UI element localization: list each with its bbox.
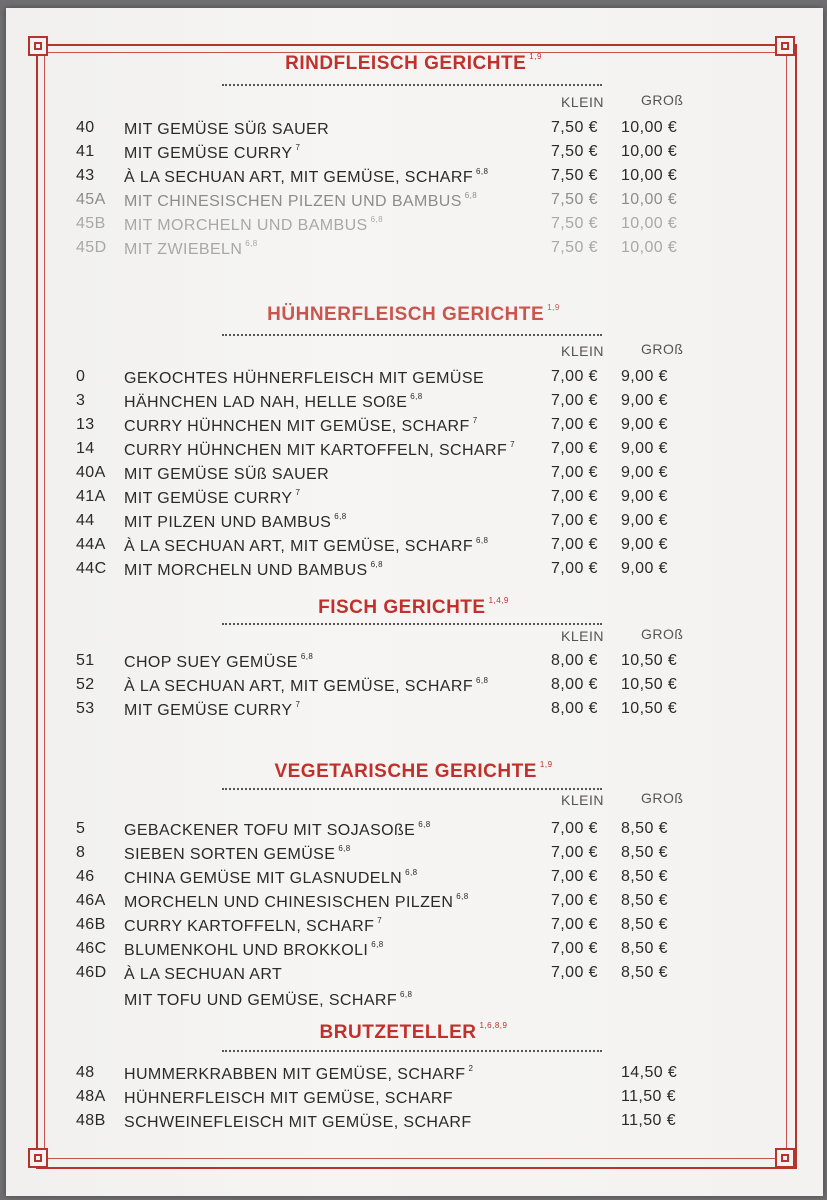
menu-item: [0, 1088, 827, 1112]
item-name: HUMMERKRABBEN MIT GEMÜSE, SCHARF $^2$: [124, 1064, 474, 1083]
menu-item: [0, 652, 827, 676]
item-number: 40: [76, 119, 95, 136]
item-number: 46B: [76, 916, 106, 933]
menu-item: [0, 239, 827, 263]
item-number: 46C: [76, 940, 107, 957]
item-number: 51: [76, 652, 95, 669]
item-number: 48: [76, 1064, 95, 1081]
menu-item: [0, 1064, 827, 1088]
item-number: 48A: [76, 1088, 106, 1105]
menu-item: [0, 820, 827, 844]
item-name: À LA SECHUAN ART: [124, 966, 283, 983]
section-title-fisch: FISCH GERICHTE $^{1,4,9}$: [318, 596, 509, 618]
price-small: 7,50 €: [551, 167, 598, 184]
item-number: 46: [76, 868, 95, 885]
price-small: 7,00 €: [551, 940, 598, 957]
item-number: 48B: [76, 1112, 106, 1129]
item-number: 45B: [76, 215, 106, 232]
item-name: MIT TOFU UND GEMÜSE, SCHARF $^{6,8}$: [124, 990, 413, 1009]
item-number: 43: [76, 167, 95, 184]
item-name: CURRY KARTOFFELN, SCHARF $^7$: [124, 916, 383, 935]
item-name: SCHWEINEFLEISCH MIT GEMÜSE, SCHARF: [124, 1114, 472, 1131]
item-name: CURRY HÜHNCHEN MIT KARTOFFELN, SCHARF $^7$: [124, 440, 516, 459]
price-small: 7,00 €: [551, 488, 598, 505]
price-small: 7,00 €: [551, 892, 598, 909]
menu-item: [0, 940, 827, 964]
section-title-rindfleisch: RINDFLEISCH GERICHTE $^{1,9}$: [285, 52, 542, 74]
menu-item: [0, 191, 827, 215]
item-name: MIT GEMÜSE CURRY $^7$: [124, 488, 301, 507]
item-name: GEBACKENER TOFU MIT SOJASOßE $^{6,8}$: [124, 820, 431, 839]
price-big: 10,00 €: [621, 191, 678, 208]
menu-item: [0, 119, 827, 143]
price: 14,50 €: [621, 1064, 678, 1081]
menu-item: [0, 1112, 827, 1136]
item-name: MORCHELN UND CHINESISCHEN PILZEN $^{6,8}$: [124, 892, 469, 911]
col-header-gross: GROß: [641, 92, 684, 108]
price: 11,50 €: [621, 1112, 676, 1129]
divider: [222, 623, 602, 625]
price-small: 7,00 €: [551, 464, 598, 481]
item-name: MIT ZWIEBELN $^{6,8}$: [124, 239, 258, 258]
price-big: 9,00 €: [621, 368, 668, 385]
price-big: 10,00 €: [621, 119, 678, 136]
menu-item: [0, 440, 827, 464]
item-number: 40A: [76, 464, 106, 481]
price-small: 7,00 €: [551, 844, 598, 861]
item-name: MIT CHINESISCHEN PILZEN UND BAMBUS $^{6,8}$: [124, 191, 478, 210]
price-big: 10,50 €: [621, 700, 678, 717]
corner-ornament: [28, 1148, 48, 1168]
menu-item: [0, 368, 827, 392]
menu-item: [0, 143, 827, 167]
price-big: 8,50 €: [621, 868, 668, 885]
item-number: 44: [76, 512, 95, 529]
item-number: 53: [76, 700, 95, 717]
menu-item: [0, 416, 827, 440]
price-small: 8,00 €: [551, 700, 598, 717]
price-small: 7,00 €: [551, 820, 598, 837]
section-title-vegetarisch: VEGETARISCHE GERICHTE $^{1,9}$: [274, 760, 553, 782]
item-number: 13: [76, 416, 95, 433]
item-name: À LA SECHUAN ART, MIT GEMÜSE, SCHARF $^{6,8}$: [124, 676, 489, 695]
divider: [222, 334, 602, 336]
divider: [222, 788, 602, 790]
price-big: 9,00 €: [621, 512, 668, 529]
item-name: À LA SECHUAN ART, MIT GEMÜSE, SCHARF $^{6,8}$: [124, 536, 489, 555]
price-big: 8,50 €: [621, 844, 668, 861]
price-big: 10,00 €: [621, 215, 678, 232]
price-small: 7,00 €: [551, 560, 598, 577]
price-small: 7,50 €: [551, 191, 598, 208]
price-small: 7,50 €: [551, 143, 598, 160]
item-name: CHOP SUEY GEMÜSE $^{6,8}$: [124, 652, 314, 671]
item-name: MIT GEMÜSE SÜß SAUER: [124, 466, 330, 483]
col-header-klein: KLEIN: [561, 343, 604, 359]
price-small: 7,00 €: [551, 416, 598, 433]
col-header-klein: KLEIN: [561, 792, 604, 808]
item-number: 45A: [76, 191, 106, 208]
item-number: 0: [76, 368, 86, 385]
corner-ornament: [775, 1148, 795, 1168]
price-big: 8,50 €: [621, 940, 668, 957]
item-number: 46D: [76, 964, 107, 981]
item-name: HÄHNCHEN LAD NAH, HELLE SOßE $^{6,8}$: [124, 392, 423, 411]
price-big: 9,00 €: [621, 416, 668, 433]
price-small: 7,00 €: [551, 536, 598, 553]
price-big: 9,00 €: [621, 392, 668, 409]
item-number: 44A: [76, 536, 106, 553]
price-big: 9,00 €: [621, 464, 668, 481]
item-name: CURRY HÜHNCHEN MIT GEMÜSE, SCHARF $^7$: [124, 416, 478, 435]
price-small: 7,00 €: [551, 368, 598, 385]
price-big: 10,00 €: [621, 143, 678, 160]
price-small: 7,00 €: [551, 964, 598, 981]
menu-item: [0, 167, 827, 191]
price-big: 9,00 €: [621, 560, 668, 577]
price-big: 9,00 €: [621, 488, 668, 505]
item-number: 46A: [76, 892, 106, 909]
item-name: MIT PILZEN UND BAMBUS $^{6,8}$: [124, 512, 347, 531]
price-small: 7,50 €: [551, 119, 598, 136]
price-big: 10,00 €: [621, 239, 678, 256]
col-header-gross: GROß: [641, 626, 684, 642]
item-name: À LA SECHUAN ART, MIT GEMÜSE, SCHARF $^{6,8}$: [124, 167, 489, 186]
price-small: 7,50 €: [551, 215, 598, 232]
price-big: 9,00 €: [621, 440, 668, 457]
divider: [222, 84, 602, 86]
price-small: 7,50 €: [551, 239, 598, 256]
menu-item: [0, 536, 827, 560]
item-name: CHINA GEMÜSE MIT GLASNUDELN $^{6,8}$: [124, 868, 418, 887]
item-number: 8: [76, 844, 86, 861]
col-header-gross: GROß: [641, 790, 684, 806]
price-big: 8,50 €: [621, 820, 668, 837]
section-title-huehnerfleisch: HÜHNERFLEISCH GERICHTE $^{1,9}$: [267, 303, 560, 325]
item-number: 3: [76, 392, 86, 409]
price-small: 8,00 €: [551, 676, 598, 693]
price-big: 10,50 €: [621, 676, 678, 693]
item-number: 52: [76, 676, 95, 693]
menu-item: [0, 964, 827, 988]
item-name: MIT GEMÜSE CURRY $^7$: [124, 700, 301, 719]
item-name: SIEBEN SORTEN GEMÜSE $^{6,8}$: [124, 844, 351, 863]
menu-item: [0, 560, 827, 584]
menu-item: [0, 676, 827, 700]
price-big: 8,50 €: [621, 916, 668, 933]
col-header-klein: KLEIN: [561, 94, 604, 110]
price-small: 7,00 €: [551, 512, 598, 529]
item-name: MIT GEMÜSE SÜß SAUER: [124, 121, 330, 138]
col-header-gross: GROß: [641, 341, 684, 357]
item-number: 41: [76, 143, 95, 160]
menu-item: [0, 488, 827, 512]
menu-item: [0, 464, 827, 488]
item-number: 5: [76, 820, 86, 837]
item-number: 41A: [76, 488, 106, 505]
menu-item: [0, 868, 827, 892]
item-name: GEKOCHTES HÜHNERFLEISCH MIT GEMÜSE: [124, 370, 485, 387]
price-big: 9,00 €: [621, 536, 668, 553]
menu-item: [0, 215, 827, 239]
price-small: 7,00 €: [551, 440, 598, 457]
item-name: HÜHNERFLEISCH MIT GEMÜSE, SCHARF: [124, 1090, 453, 1107]
menu-item: [0, 512, 827, 536]
price-big: 8,50 €: [621, 892, 668, 909]
price-small: 7,00 €: [551, 868, 598, 885]
price-small: 7,00 €: [551, 392, 598, 409]
item-name: BLUMENKOHL UND BROKKOLI $^{6,8}$: [124, 940, 384, 959]
divider: [222, 1050, 602, 1052]
item-number: 45D: [76, 239, 107, 256]
menu-item: [0, 844, 827, 868]
item-number: 44C: [76, 560, 107, 577]
col-header-klein: KLEIN: [561, 628, 604, 644]
item-name: MIT MORCHELN UND BAMBUS $^{6,8}$: [124, 560, 383, 579]
price: 11,50 €: [621, 1088, 676, 1105]
menu-item: [0, 392, 827, 416]
price-big: 8,50 €: [621, 964, 668, 981]
menu-item-continuation: [0, 990, 827, 1014]
menu-item: [0, 916, 827, 940]
menu-item: [0, 700, 827, 724]
section-title-brutzeteller: BRUTZETELLER $^{1,6,8,9}$: [319, 1021, 508, 1043]
price-big: 10,00 €: [621, 167, 678, 184]
price-small: 8,00 €: [551, 652, 598, 669]
menu-item: [0, 892, 827, 916]
item-number: 14: [76, 440, 95, 457]
item-name: MIT MORCHELN UND BAMBUS $^{6,8}$: [124, 215, 383, 234]
item-name: MIT GEMÜSE CURRY $^7$: [124, 143, 301, 162]
price-small: 7,00 €: [551, 916, 598, 933]
price-big: 10,50 €: [621, 652, 678, 669]
